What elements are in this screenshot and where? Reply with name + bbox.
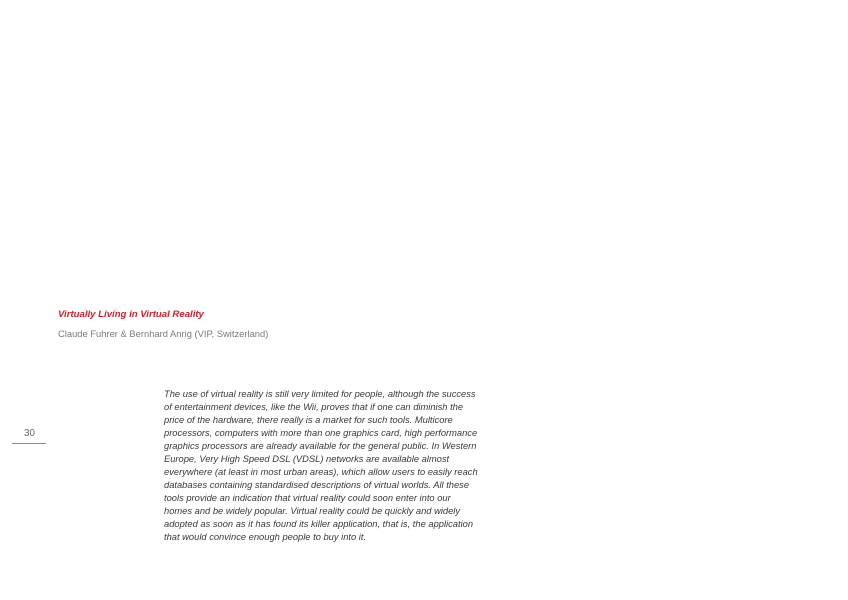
abstract-line: that would convince enough people to buy into it. (164, 532, 367, 542)
abstract-line: processors, computers with more than one graphics card, high performance (164, 428, 478, 438)
article-title: Virtually Living in Virtual Reality (58, 309, 204, 320)
abstract-line: databases containing standardised descriptions of virtual worlds. All these (164, 480, 470, 490)
page-number: 30 (24, 428, 35, 439)
abstract-line: Europe, Very High Speed DSL (VDSL) networks are available almost (164, 454, 450, 464)
abstract-line: price of the hardware, there really is a market for such tools. Multicore (164, 415, 453, 425)
article-authors: Claude Fuhrer & Bernhard Anrig (VIP, Switzerland) (58, 328, 269, 339)
abstract-paragraph (164, 388, 484, 544)
abstract-line: tools provide an indication that virtual reality could soon enter into our (164, 493, 451, 503)
abstract-line: everywhere (at least in most urban areas), which allow users to easily reach (164, 467, 478, 477)
abstract-line: homes and be widely popular. Virtual reality could be quickly and widely (164, 506, 461, 516)
abstract-line: adopted as soon as it has found its killer application, that is, the application (164, 519, 474, 529)
abstract-line: graphics processors are already available for the general public. In Western (164, 441, 477, 451)
abstract-line: The use of virtual reality is still very limited for people, although the success (164, 389, 476, 399)
abstract-line: of entertainment devices, like the Wii, proves that if one can diminish the (164, 402, 464, 412)
page-number-rule (12, 443, 46, 444)
